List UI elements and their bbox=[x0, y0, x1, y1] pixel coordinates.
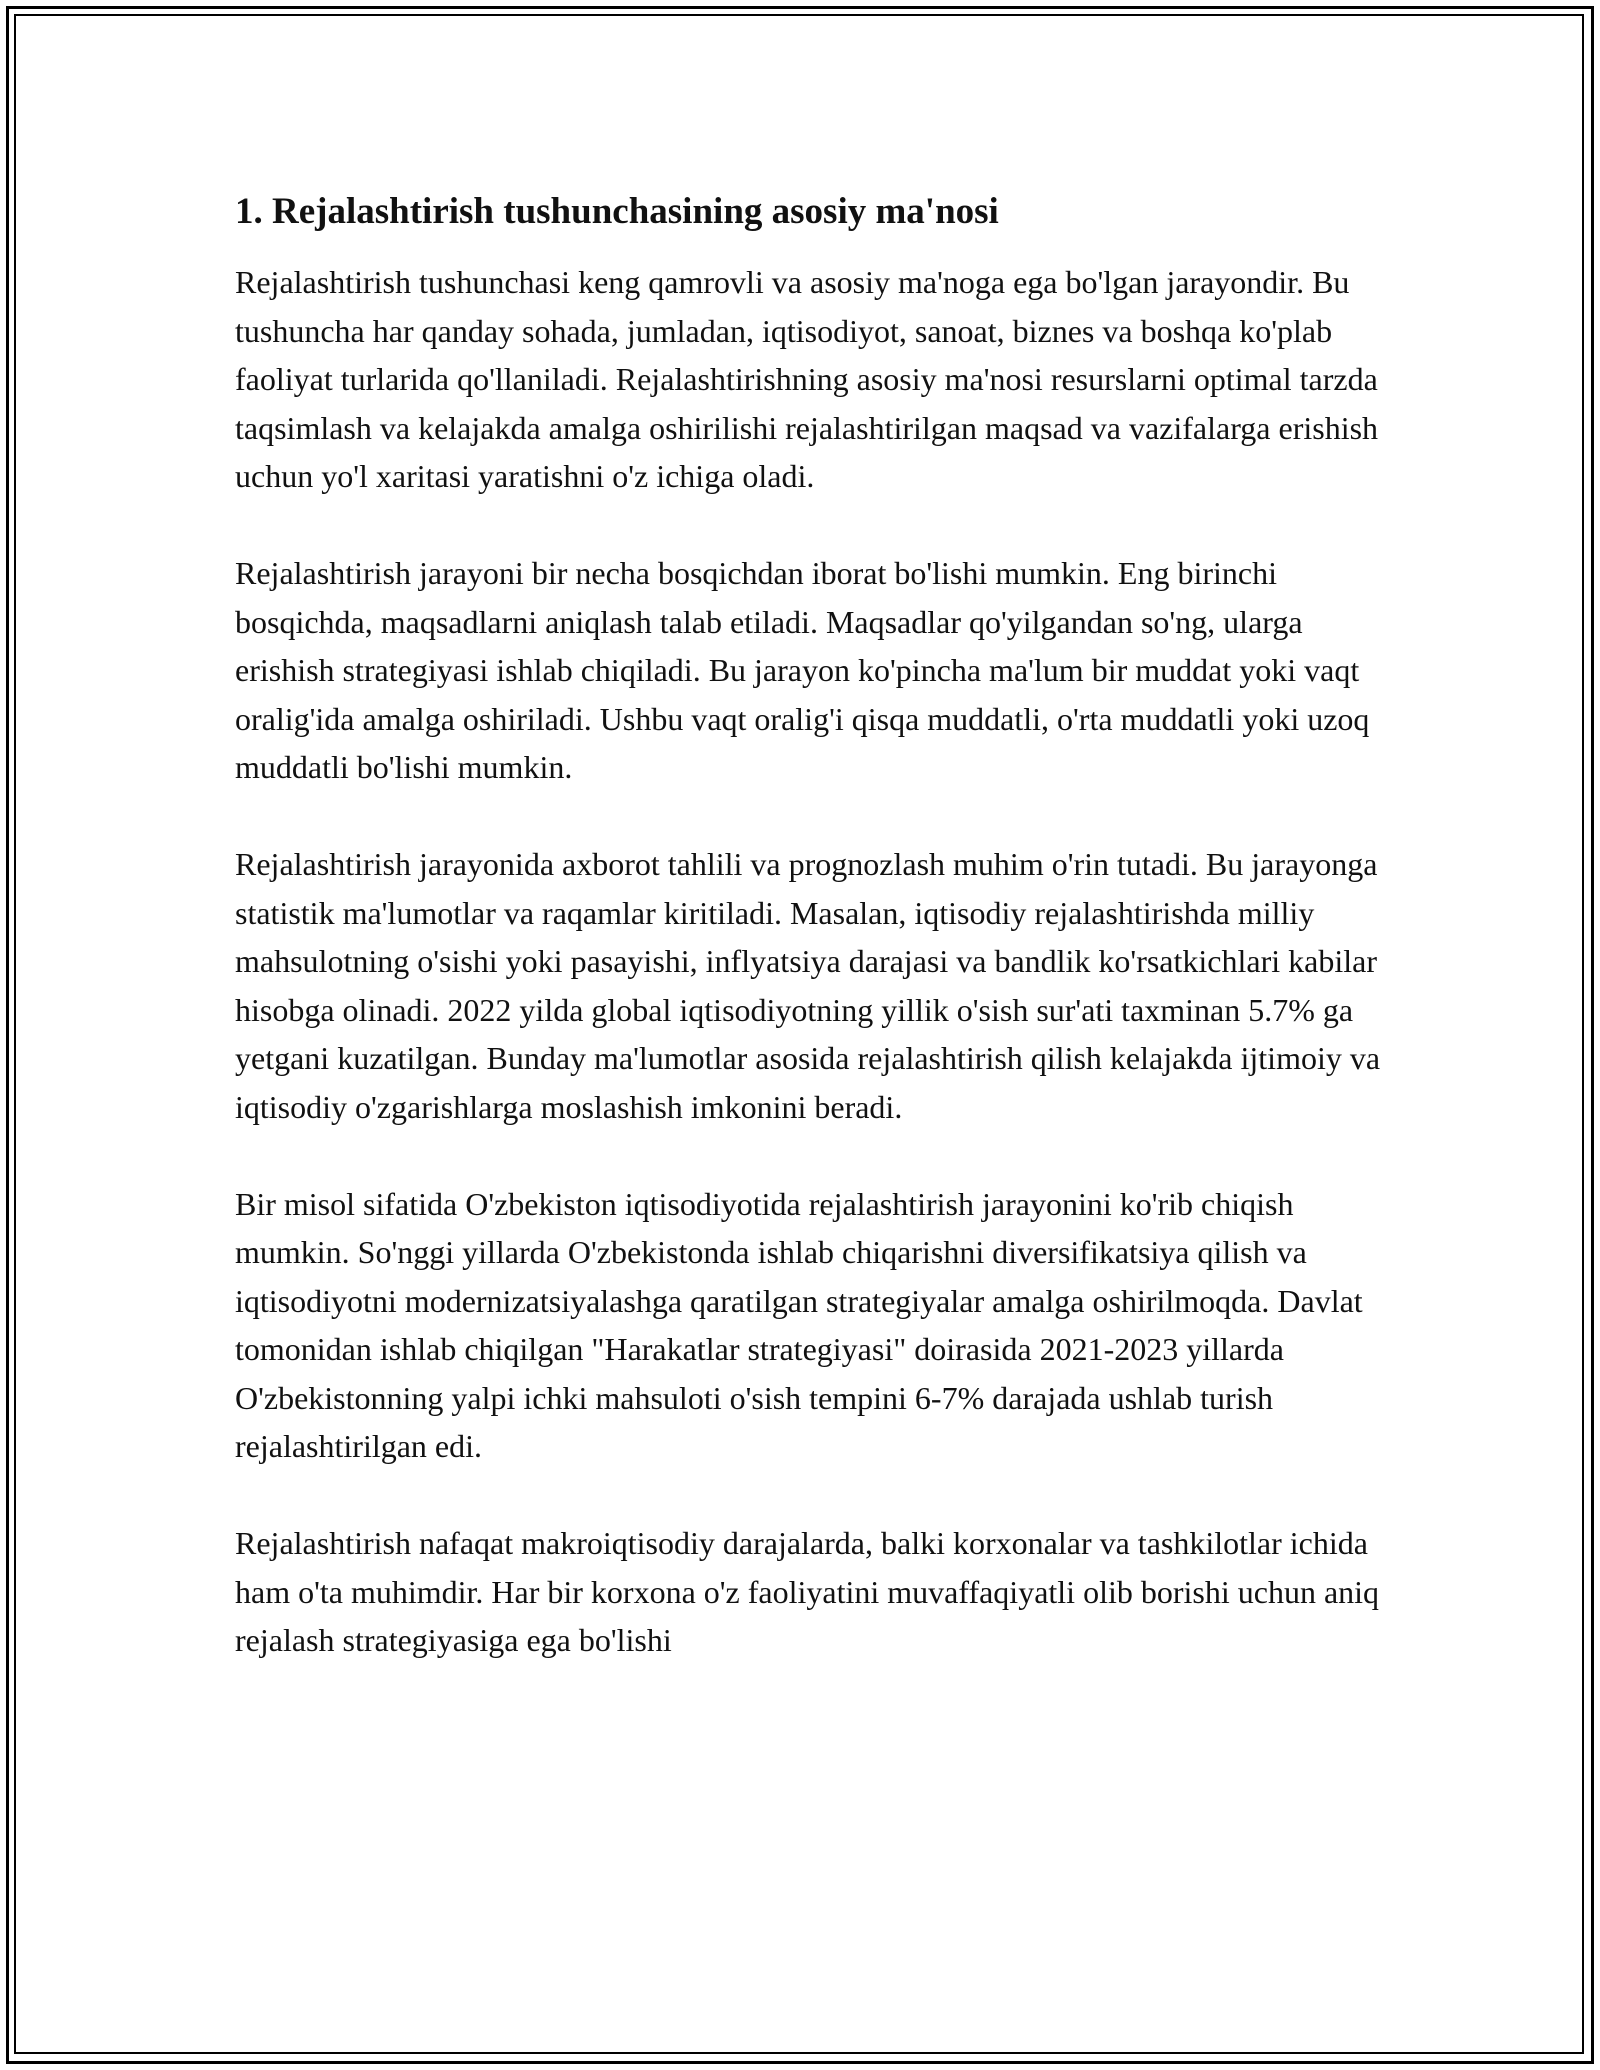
paragraph-1: Rejalashtirish tushunchasi keng qamrovli va asosiy ma'noga ega bo'lgan jarayondir. Bu tushuncha har qanday sohada, jumladan, iqtisodiyot, sanoat, biznes va boshqa ko'plab faoliyat turlarida qo'llaniladi. Rejalashtirishning asosiy ma'nosi resurslarni optimal tarzda taqsimlash va kelajakda amalga oshirilishi rejalashtirilgan maqsad va vazifalarga erishish uchun yo'l xaritasi yaratishni o'z ichiga oladi. bbox=[235, 264, 1379, 494]
paragraph-5: Rejalashtirish nafaqat makroiqtisodiy darajalarda, balki korxonalar va tashkilotlar ichida ham o'ta muhimdir. Har bir korxona o'z faoliyatini muvaffaqiyatli olib borishi uchun aniq rejalash strategiyasiga ega bo'lishi bbox=[235, 1525, 1380, 1658]
paragraph-2: Rejalashtirish jarayoni bir necha bosqichdan iborat bo'lishi mumkin. Eng birinchi bosqichda, maqsadlarni aniqlash talab etiladi. Maqsadlar qo'yilgandan so'ng, ularga erishish strategiyasi ishlab chiqiladi. Bu jarayon ko'pincha ma'lum bir muddat yoki vaqt oralig'ida amalga oshiriladi. Ushbu vaqt oralig'i qisqa muddatli, o'rta muddatli yoki uzoq muddatli bo'lishi mumkin. bbox=[235, 555, 1370, 785]
paragraph-4: Bir misol sifatida O'zbekiston iqtisodiyotida rejalashtirish jarayonini ko'rib chiqish mumkin. So'nggi yillarda O'zbekistonda ishlab chiqarishni diversifikatsiya qilish va iqtisodiyotni modernizatsiyalashga qaratilgan strategiyalar amalga oshirilmoqda. Davlat tomonidan ishlab chiqilgan "Harakatlar strategiyasi" doirasida 2021-2023 yillarda O'zbekistonning yalpi ichki mahsuloti o'sish tempini 6-7% darajada ushlab turish rejalashtirilgan edi. bbox=[235, 1185, 1363, 1464]
section-heading: 1. Rejalashtirish tushunchasining asosiy ma'nosi bbox=[235, 191, 999, 232]
paragraph-3: Rejalashtirish jarayonida axborot tahlili va prognozlash muhim o'rin tutadi. Bu jarayonga statistik ma'lumotlar va raqamlar kiritiladi. Masalan, iqtisodiy rejalashtirishda milliy mahsulotning o'sishi yoki pasayishi, inflyatsiya darajasi va bandlik ko'rsatkichlari kabilar hisobga olinadi. 2022 yilda global iqtisodiyotning yillik o'sish sur'ati taxminan 5.7% ga yetgani kuzatilgan. Bunday ma'lumotlar asosida rejalashtirish qilish kelajakda ijtimoiy va iqtisodiy o'zgarishlarga moslashish imkonini beradi. bbox=[235, 846, 1381, 1125]
document-body bbox=[235, 186, 1385, 1713]
